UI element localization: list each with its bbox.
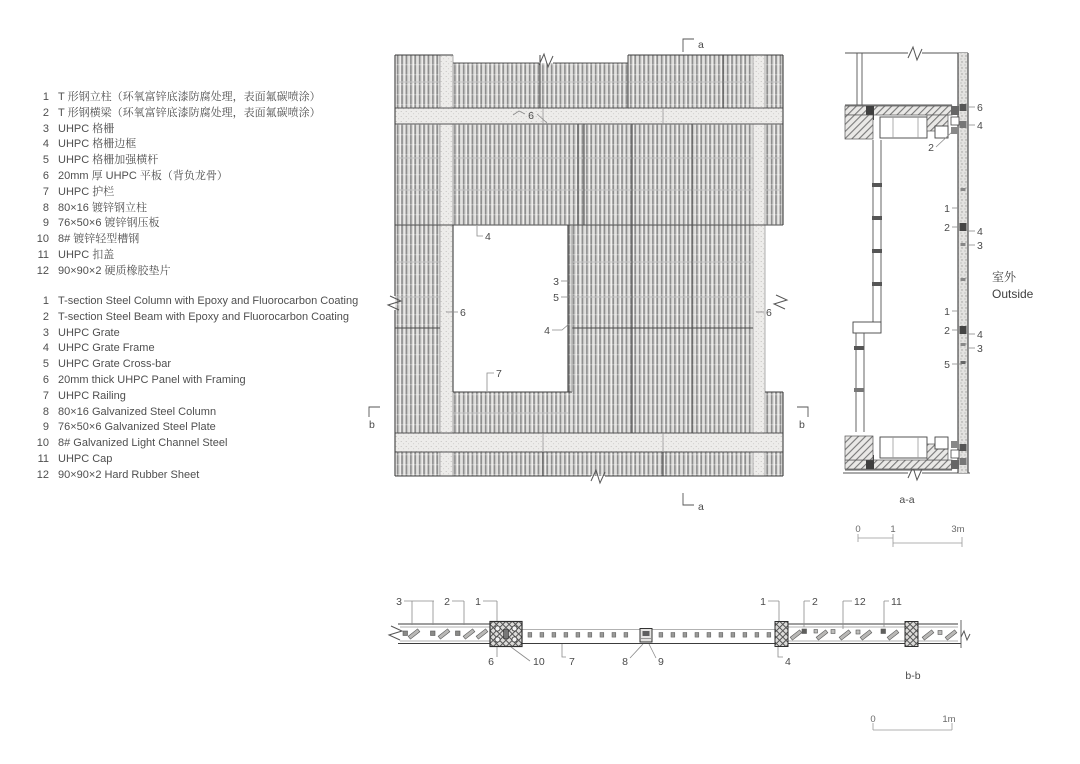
scale-tick-3m: 3m xyxy=(951,524,965,535)
scale-tick-1m: 1m xyxy=(942,714,956,725)
callout-4-frame-top: 4 xyxy=(485,231,491,243)
callout-4-frame: 4 xyxy=(785,656,791,668)
callout-4-frame-up: 4 xyxy=(977,226,983,238)
legend-item-text: T 形钢立柱（环氧富锌底漆防腐处理，表面氟碳喷涂） xyxy=(58,91,321,103)
column-assembly-c xyxy=(905,622,918,647)
legend-item-text: 20mm 厚 UHPC 平板（背负龙骨） xyxy=(58,169,228,182)
legend-item-number: 5 xyxy=(42,154,49,167)
callout-2-beam-left: 2 xyxy=(444,596,450,608)
legend-item-text: 80×16 Galvanized Steel Column xyxy=(58,405,217,418)
legend-item-number: 12 xyxy=(36,264,49,277)
grate-slats-left xyxy=(403,629,488,639)
inner-members xyxy=(853,140,882,432)
legend-item-text: 80×16 镀锌钢立柱 xyxy=(58,201,147,214)
scale-bar-bb xyxy=(870,714,955,730)
legend-item-number: 12 xyxy=(36,468,49,481)
legend-item-number: 1 xyxy=(42,295,49,307)
legend-item-text: 90×90×2 Hard Rubber Sheet xyxy=(58,468,200,481)
callout-5-crossbar: 5 xyxy=(944,359,950,371)
callout-12-rubber: 12 xyxy=(854,596,866,608)
legend-item-number: 2 xyxy=(42,106,49,119)
column-assembly-a xyxy=(490,622,522,647)
outside-label-cn: 室外 xyxy=(992,270,1017,284)
column-assembly-b xyxy=(775,622,788,647)
elevation-drawing xyxy=(369,39,808,513)
bottom-slab-detail xyxy=(845,436,959,470)
callout-2-beam-right: 2 xyxy=(812,596,818,608)
legend-item-text: UHPC 格栅边框 xyxy=(58,138,137,151)
callout-6-panel-right: 6 xyxy=(766,307,772,319)
legend-item-text: 8# Galvanized Light Channel Steel xyxy=(58,437,228,450)
scale-tick-1: 1 xyxy=(890,524,896,535)
legend-item-number: 5 xyxy=(42,358,49,371)
callout-5-crossbar: 5 xyxy=(553,292,559,304)
grate-slats-right xyxy=(790,629,957,640)
legend-item-text: UHPC 格栅 xyxy=(58,122,115,135)
legend-item-number: 3 xyxy=(42,122,49,135)
legend-item-number: 10 xyxy=(36,437,49,450)
callout-1-column-up: 1 xyxy=(944,203,950,215)
post-plate-detail xyxy=(640,629,652,643)
scale-tick-0: 0 xyxy=(855,524,861,535)
legend-item-number: 2 xyxy=(42,310,49,323)
callout-6-panel: 6 xyxy=(488,656,494,668)
legend-item-number: 1 xyxy=(42,91,49,103)
scale-bar-aa xyxy=(855,524,964,547)
callout-8-post: 8 xyxy=(622,656,628,668)
legend-item-text: 90×90×2 硬质橡胶垫片 xyxy=(58,264,171,277)
section-aa-drawing xyxy=(843,47,1034,547)
legend-item-text: T 形钢横梁（环氧富锌底漆防腐处理，表面氟碳喷涂） xyxy=(58,106,321,119)
section-mark-a-bottom: a xyxy=(698,501,704,513)
legend-item-text: 76×50×6 镀锌钢压板 xyxy=(58,217,160,230)
legend-item-text: UHPC 格栅加强横杆 xyxy=(58,154,159,167)
top-slab-detail xyxy=(845,105,959,139)
callout-1-column-left: 1 xyxy=(475,596,481,608)
legend-item-number: 11 xyxy=(37,452,49,465)
callout-3-grate: 3 xyxy=(553,276,559,288)
callout-6-panel: 6 xyxy=(977,102,983,114)
legend-item-text: 8# 镀锌轻型槽钢 xyxy=(58,233,140,246)
callout-6-panel-left: 6 xyxy=(460,307,466,319)
legend-item-text: UHPC Railing xyxy=(58,389,126,402)
callout-4-frame-mid: 4 xyxy=(544,325,550,337)
callout-3-grate-low: 3 xyxy=(977,343,983,355)
elevation-opening xyxy=(453,225,568,392)
legend-item-number: 8 xyxy=(42,405,49,418)
callout-1-column-right: 1 xyxy=(760,596,766,608)
callout-6-band: 6 xyxy=(528,110,534,122)
callout-11-cap: 11 xyxy=(891,596,902,608)
callout-2-beam-low: 2 xyxy=(944,325,950,337)
plan-bb-drawing xyxy=(389,596,970,730)
uhpc-panel-band-top xyxy=(395,108,783,124)
legend-item-text: UHPC Cap xyxy=(58,452,113,465)
outside-label-en: Outside xyxy=(992,287,1034,301)
legend-item-text: UHPC 扣盖 xyxy=(58,248,115,261)
legend-item-number: 7 xyxy=(42,389,49,402)
callout-1-column-low: 1 xyxy=(944,306,950,318)
section-aa-caption: a-a xyxy=(899,494,915,506)
break-mark xyxy=(389,626,402,640)
legend-item-number: 8 xyxy=(42,201,49,214)
legend-item-text: UHPC Grate Frame xyxy=(58,342,155,355)
callout-3-grate-up: 3 xyxy=(977,240,983,252)
callout-3-grate: 3 xyxy=(396,596,402,608)
callout-7-railing: 7 xyxy=(569,656,575,668)
callout-7-railing: 7 xyxy=(496,368,502,380)
legend-item-text: T-section Steel Column with Epoxy and Fluorocarbon Coating xyxy=(58,295,359,307)
callout-9-plate: 9 xyxy=(658,656,664,668)
callout-2-beam-top: 2 xyxy=(928,142,934,154)
legend-item-number: 9 xyxy=(42,217,49,230)
legend-item-text: T-section Steel Beam with Epoxy and Fluorocarbon Coating xyxy=(58,310,350,323)
legend-item-text: 20mm thick UHPC Panel with Framing xyxy=(58,373,246,386)
legend-item-number: 6 xyxy=(42,373,49,386)
legend-item-text: UHPC Grate Cross-bar xyxy=(58,358,172,371)
callout-10-channel: 10 xyxy=(533,656,545,668)
legend-item-text: UHPC Grate xyxy=(58,326,120,339)
legend-item-text: 76×50×6 Galvanized Steel Plate xyxy=(58,421,216,434)
callout-4-frame-low: 4 xyxy=(977,329,983,341)
section-mark-b-left: b xyxy=(369,419,375,431)
plan-bb-caption: b-b xyxy=(905,670,921,682)
legend-item-number: 4 xyxy=(42,342,49,355)
legend-item-number: 7 xyxy=(42,185,49,198)
legend-item-number: 3 xyxy=(42,326,49,339)
legend-item-number: 9 xyxy=(42,421,49,434)
scale-tick-0: 0 xyxy=(870,714,876,725)
legend-item-number: 10 xyxy=(36,233,49,246)
legend-item-number: 11 xyxy=(37,248,49,261)
section-mark-b-right: b xyxy=(799,419,805,431)
legend-item-number: 6 xyxy=(42,169,49,182)
uhpc-panel-band-bottom xyxy=(395,433,783,452)
grate-wall-section xyxy=(958,53,968,473)
callout-2-beam-up: 2 xyxy=(944,222,950,234)
legend-item-number: 4 xyxy=(42,138,49,151)
callout-4-frame-top: 4 xyxy=(977,120,983,132)
legend-item-text: UHPC 护栏 xyxy=(58,185,115,198)
section-mark-a-top: a xyxy=(698,39,704,51)
